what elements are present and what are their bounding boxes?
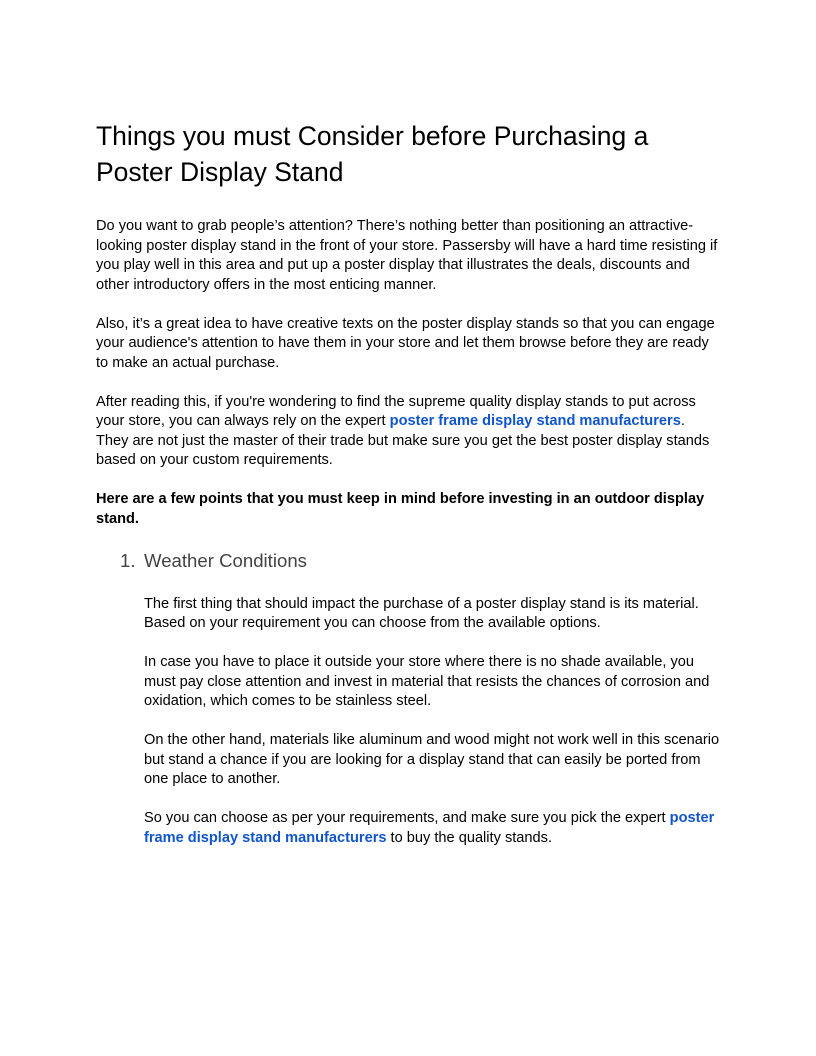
list-number: 1. [120, 549, 136, 571]
closing-text-before: So you can choose as per your requirements, and make sure you pick the expert [144, 810, 670, 826]
manufacturers-link[interactable]: poster frame display stand manufacturers [389, 413, 681, 429]
manufacturers-paragraph [96, 393, 720, 471]
stainless-steel-paragraph: In case you have to place it outside your store where there is no shade available, you must pay close attention and invest in material that resists the chances of corrosion and oxidation, which comes to be stainless steel. [144, 654, 710, 709]
document-title: Things you must Consider before Purchasing a Poster Display Stand [96, 121, 649, 187]
material-paragraph: The first thing that should impact the purchase of a poster display stand is its material. Based on your requirement you can choose from the available options. [144, 595, 699, 631]
intro-paragraph: Do you want to grab people’s attention? There’s nothing better than positioning an attractive-looking poster display stand in the front of your store. Passersby will have a hard time resisting if you play well in this area and put up a poster display that illustrates the deals, discounts and other introductory offers in the most enticing manner. [96, 218, 718, 293]
aluminum-wood-paragraph: On the other hand, materials like aluminum and wood might not work well in this scenario but stand a chance if you are looking for a display stand that can easily be ported from one place to another. [144, 732, 720, 787]
key-points-paragraph: Here are a few points that you must keep in mind before investing in an outdoor display stand. [96, 491, 705, 527]
creative-texts-paragraph: Also, it’s a great idea to have creative texts on the poster display stands so that you can engage your audience's attention to have them in your store and let them browse before they are ready to make an actual purchase. [96, 315, 715, 371]
closing-text-after: to buy the quality stands. [386, 829, 552, 846]
weather-conditions-section [96, 595, 720, 849]
closing-manufacturers-link[interactable]: poster frame display stand manufacturers [144, 810, 715, 846]
manufacturers-text-after: . They are not just the master of their trade but make sure you get the best poster display stands based on your custom requirements. [96, 413, 710, 468]
document-page [96, 118, 720, 868]
weather-conditions-heading [96, 549, 720, 573]
closing-paragraph [144, 809, 720, 848]
manufacturers-text-before: After reading this, if you're wondering to find the supreme quality display stands to put across your store, you can always rely on the expert [96, 393, 696, 429]
weather-conditions-title: Weather Conditions [144, 549, 307, 571]
